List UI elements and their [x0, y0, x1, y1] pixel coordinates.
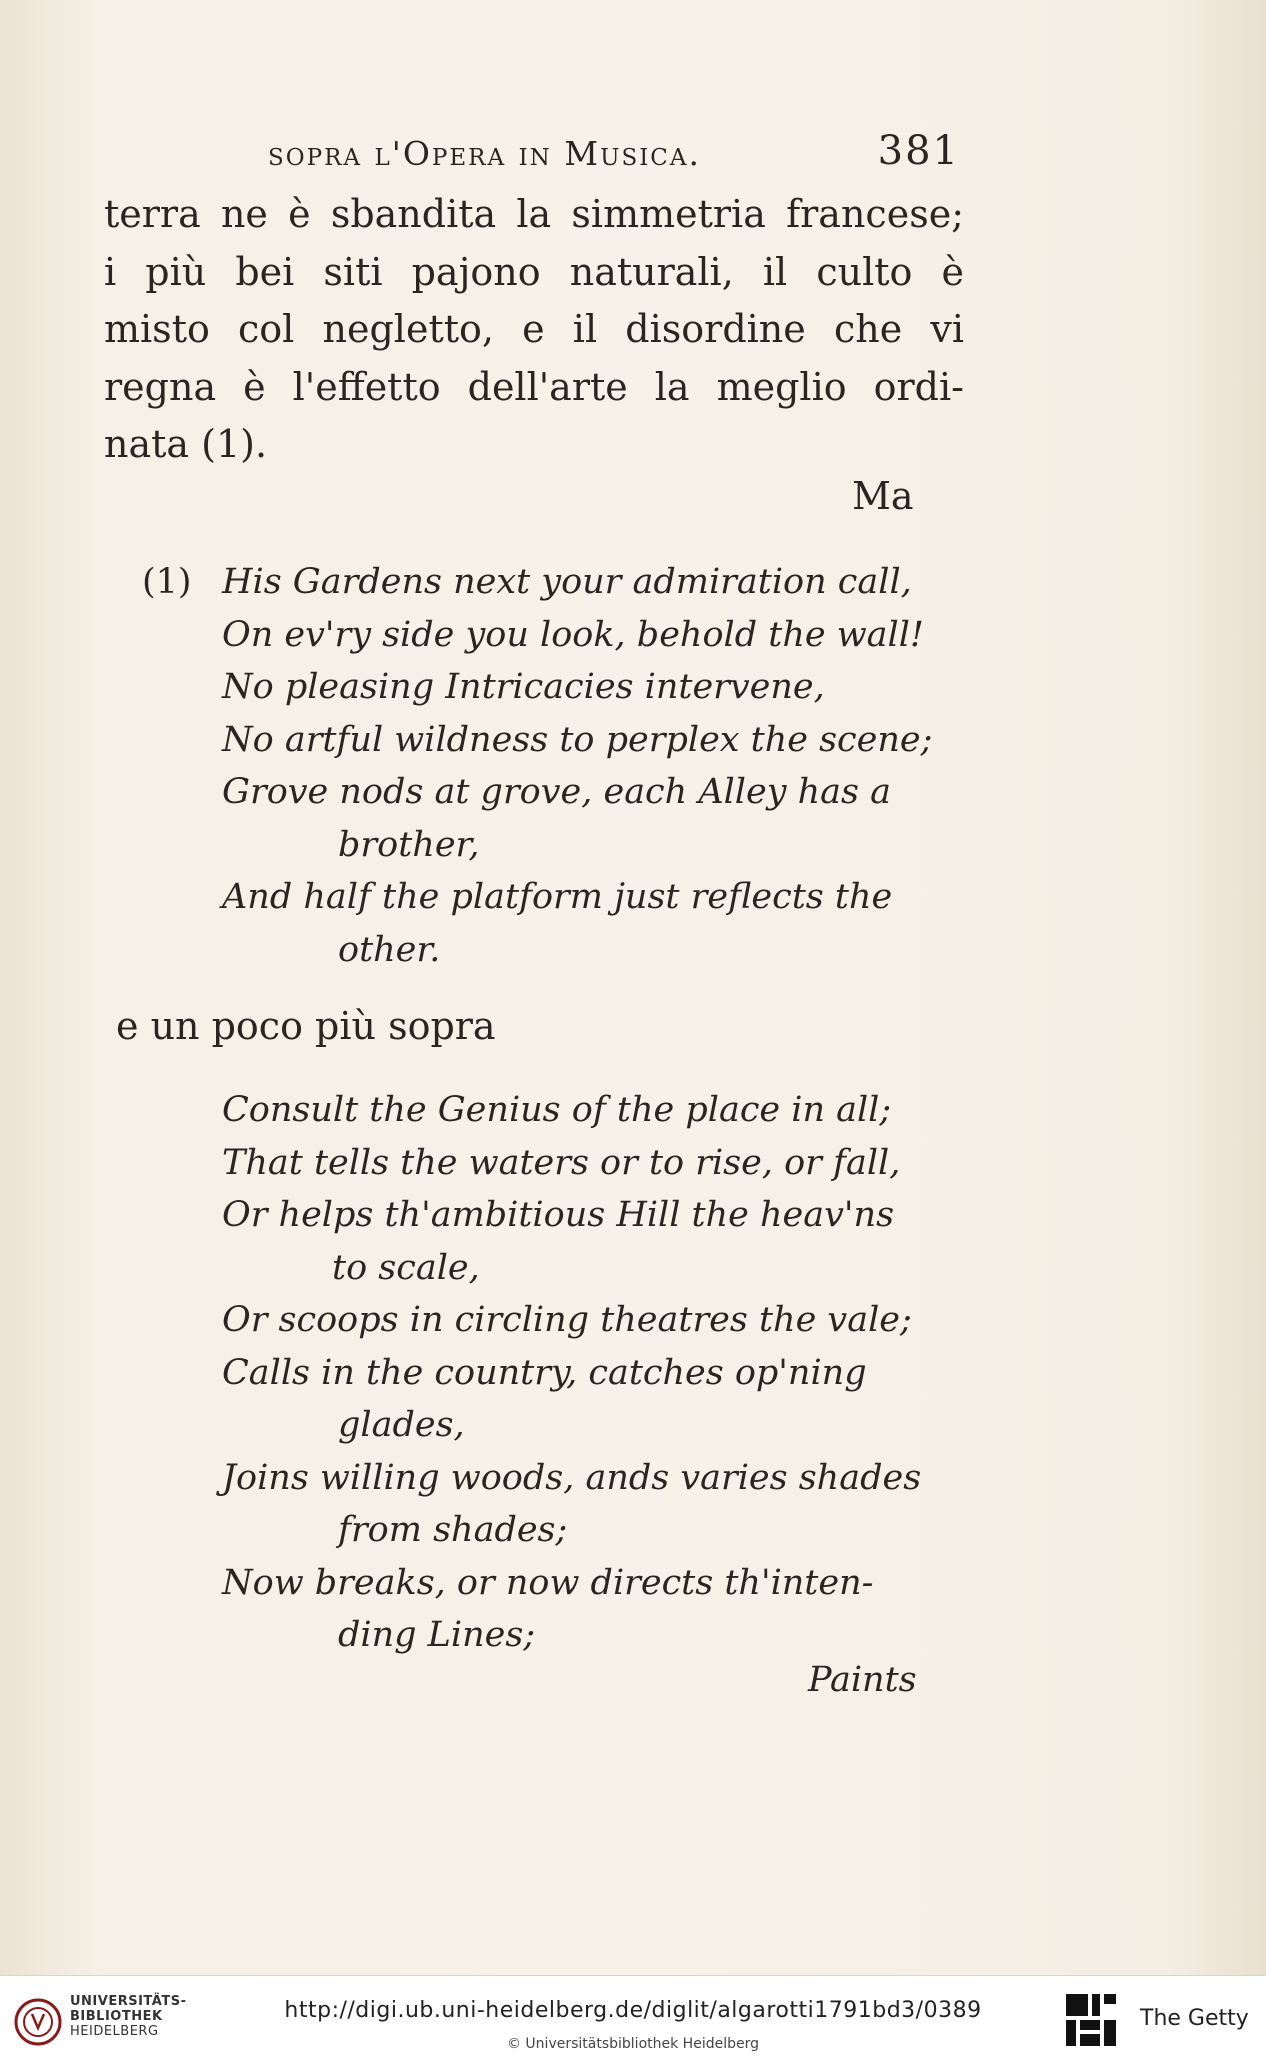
footnote-line	[142, 766, 972, 819]
prose-line: e un poco più sopra	[116, 1004, 496, 1048]
verse-line	[142, 1084, 972, 1137]
footnote-text: His Gardens next your admiration call,	[222, 562, 912, 602]
verse-line	[142, 1189, 972, 1242]
page-number: 381	[877, 128, 960, 174]
permalink[interactable]: http://digi.ub.uni-heidelberg.de/diglit/algarotti1791bd3/0389	[284, 1998, 982, 2023]
footnote-text: brother,	[338, 824, 480, 865]
library-name-line: UNIVERSITÄTS-	[70, 1994, 187, 2009]
copyright-notice: © Universitätsbibliothek Heidelberg	[506, 2036, 759, 2052]
verse-line	[142, 1242, 972, 1295]
page-header	[268, 128, 968, 188]
footnote-text: No pleasing Intricacies intervene,	[222, 667, 825, 707]
footnote-line	[142, 556, 972, 609]
verse-text: glades,	[338, 1405, 465, 1445]
verse-text: Or scoops in circling theatres the vale;	[222, 1300, 912, 1340]
verse-text: to scale,	[332, 1247, 480, 1288]
footnote-line	[142, 819, 972, 872]
footnote-text: And half the platform just reflects the	[222, 877, 893, 917]
footnote	[142, 556, 972, 976]
main-paragraph	[104, 186, 964, 474]
verse-text: Joins willing woods, ands varies shades	[222, 1457, 922, 1498]
verse-line	[142, 1452, 972, 1505]
text-line: regna è l'effetto dell'arte la meglio ordi-	[104, 364, 964, 409]
library-name-line: BIBLIOTHEK	[70, 2009, 163, 2024]
running-title: sopra l'Opera in Musica.	[268, 134, 701, 173]
footnote-line	[142, 924, 972, 977]
verse-text: Now breaks, or now directs th'inten-	[222, 1562, 874, 1603]
verse-text: from shades;	[338, 1510, 568, 1550]
partner-name: The Getty	[1140, 2006, 1249, 2031]
verse-quote	[142, 1084, 972, 1662]
text-line: terra ne è sbandita la simmetria francese;	[104, 192, 964, 236]
footnote-line	[142, 714, 972, 767]
verse-line	[142, 1137, 972, 1190]
verse-text: That tells the waters or to rise, or fall,	[222, 1142, 901, 1183]
verse-line	[142, 1347, 972, 1400]
verse-text: ding Lines;	[338, 1615, 536, 1655]
verse-text: Calls in the country, catches op'ning	[222, 1352, 867, 1393]
footnote-line	[142, 609, 972, 662]
verse-text: Or helps th'ambitious Hill the heav'ns	[222, 1195, 895, 1235]
footnote-text: No artful wildness to perplex the scene;	[222, 719, 933, 760]
footnote-text: On ev'ry side you look, behold the wall!	[222, 614, 924, 655]
verse-line	[142, 1557, 972, 1610]
footnote-line	[142, 661, 972, 714]
catchword: Ma	[852, 474, 914, 518]
text-line: i più bei siti pajono naturali, il culto è	[104, 249, 964, 294]
verse-line	[142, 1399, 972, 1452]
verse-line	[142, 1504, 972, 1557]
verse-text: Consult the Genius of the place in all;	[222, 1090, 892, 1130]
catchword: Paints	[808, 1660, 917, 1700]
getty-logo-icon	[1062, 1990, 1120, 2052]
library-city: HEIDELBERG	[70, 2024, 159, 2039]
verse-line	[142, 1294, 972, 1347]
footnote-text: other.	[338, 929, 441, 970]
text-line: misto col negletto, e il disordine che vi	[104, 307, 964, 351]
footnote-marker: (1)	[142, 562, 192, 602]
text-line: nata (1).	[104, 422, 268, 466]
footnote-line	[142, 871, 972, 924]
viewer-footer	[0, 1975, 1266, 2066]
verse-line	[142, 1609, 972, 1662]
footnote-text: Grove nods at grove, each Alley has a	[222, 772, 891, 812]
